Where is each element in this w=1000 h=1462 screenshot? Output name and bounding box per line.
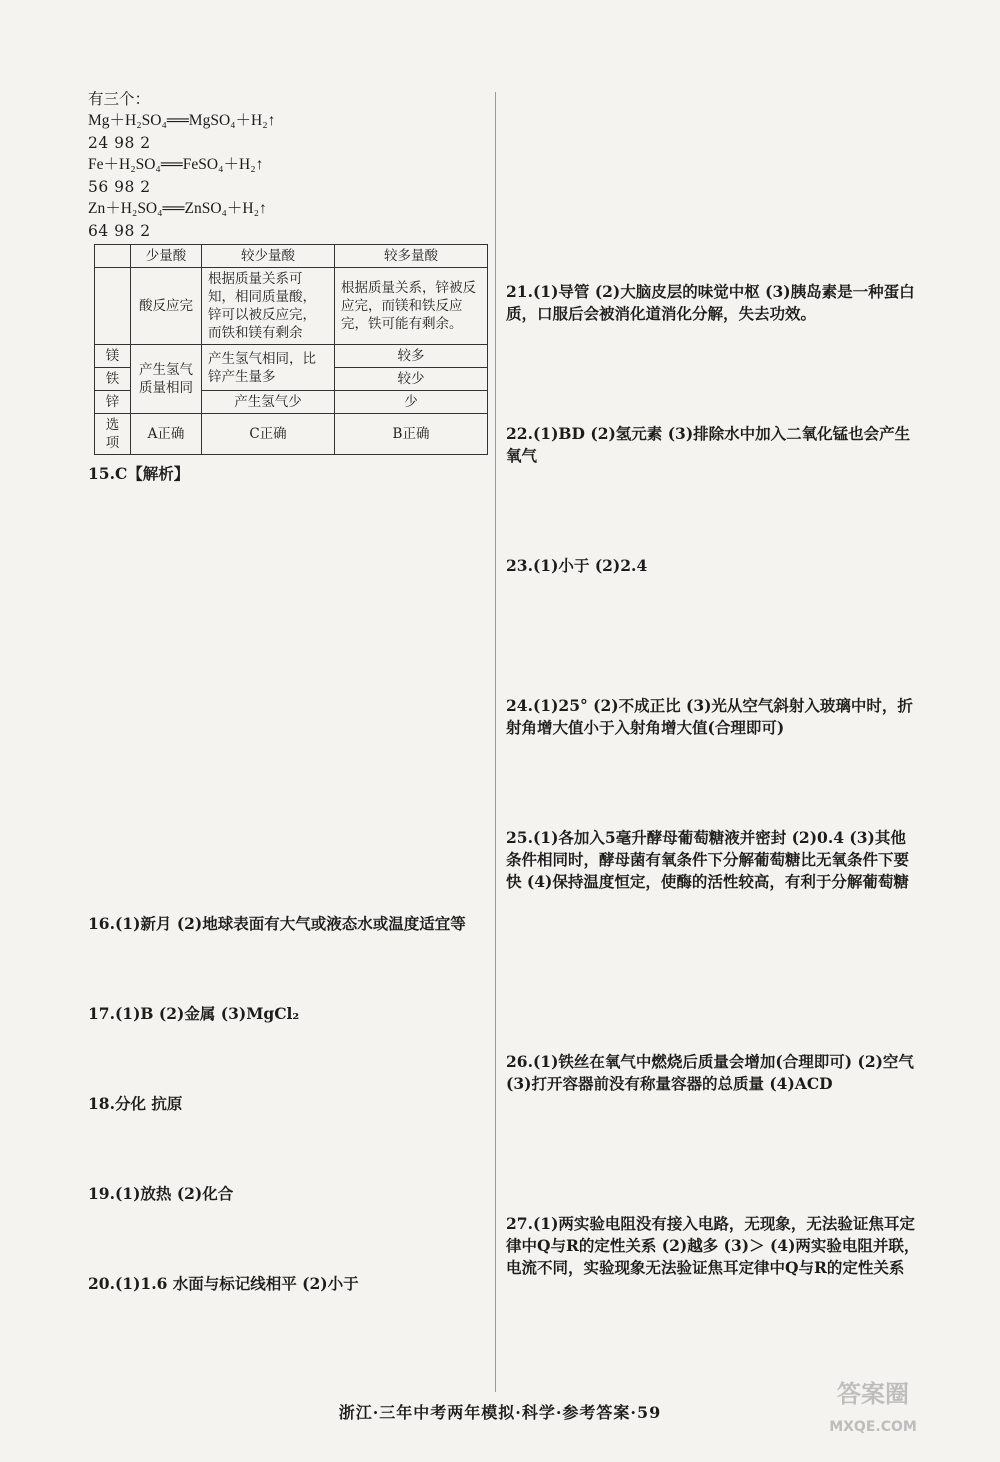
answer-heading: 20.(1)1.6 水面与标记线相平 (2)小于 [88, 1274, 359, 1293]
metal-label: 锌 [95, 391, 131, 414]
comparison-table [94, 244, 488, 455]
answer-17 [88, 1003, 488, 1025]
table-cell: 产生氢气相同，比锌产生量多 [202, 345, 335, 391]
answer-heading: 27.(1)两实验电阻没有接入电路，无现象，无法验证焦耳定律中Q与R的定性关系 (2)越多 (3)＞ (4)两实验电阻并联，电流不同，实验现象无法验证焦耳定律中Q与R的定性关系 [506, 1214, 920, 1277]
table-header [95, 245, 131, 268]
table-cell: 较少 [335, 368, 488, 391]
answer-heading: 26.(1)铁丝在氧气中燃烧后质量会增加(合理即可) (2)空气 (3)打开容器前没有称量容器的总质量 (4)ACD [506, 1052, 914, 1093]
answer-heading: 19.(1)放热 (2)化合 [88, 1184, 234, 1203]
reaction-masses: 24 98 2 [88, 134, 151, 152]
answer-24 [506, 695, 920, 739]
table-header: 少量酸 [131, 245, 202, 268]
left-column [88, 88, 488, 1295]
table-header: 较少量酸 [202, 245, 335, 268]
metal-label: 镁 [95, 345, 131, 368]
answer-21 [506, 281, 920, 325]
answer-16 [88, 913, 488, 935]
answer-23 [506, 555, 920, 577]
reaction-equation: Fe＋H₂SO₄══FeSO₄＋H₂↑ [88, 156, 264, 173]
answer-heading: 21.(1)导管 (2)大脑皮层的味觉中枢 (3)胰岛素是一种蛋白质，口服后会被消化道消化分解，失去功效。 [506, 282, 915, 323]
table-cell: 少 [335, 391, 488, 414]
table-cell: 产生氢气质量相同 [131, 345, 202, 414]
intro-text: 有三个： [88, 90, 151, 108]
choice-cell: B正确 [335, 414, 488, 455]
choice-cell: C正确 [202, 414, 335, 455]
table-cell: 根据质量关系可知，相同质量酸，锌可以被反应完，而铁和镁有剩余 [202, 268, 335, 345]
answer-19 [88, 1183, 488, 1205]
answer-25 [506, 827, 920, 893]
right-column [506, 88, 920, 1279]
answer-heading: 25.(1)各加入5毫升酵母葡萄糖液并密封 (2)0.4 (3)其他条件相同时，酵母菌有氧条件下分解葡萄糖比无氧条件下要快 (4)保持温度恒定，使酶的活性较高，有利于分解葡萄糖 [506, 828, 910, 891]
page-footer: 浙江·三年中考两年模拟·科学·参考答案·59 [338, 1403, 662, 1422]
table-cell: 酸反应完 [131, 268, 202, 345]
answer-heading: 24.(1)25° (2)不成正比 (3)光从空气斜射入玻璃中时，折射角增大值小于入射角增大值(合理即可) [506, 696, 913, 737]
metal-label: 铁 [95, 368, 131, 391]
answer-20 [88, 1273, 488, 1295]
watermark-logo: 答案圈 MXQE.COM [829, 1380, 917, 1435]
answer-heading: 23.(1)小于 (2)2.4 [506, 556, 648, 575]
reaction-equation: Mg＋H₂SO₄══MgSO₄＋H₂↑ [88, 112, 276, 129]
answer-26 [506, 1051, 920, 1095]
choice-label: 选项 [95, 414, 131, 455]
table-cell: 根据质量关系，锌被反应完，而镁和铁反应完，铁可能有剩余。 [335, 268, 488, 345]
column-divider [495, 92, 496, 1392]
reaction-masses: 64 98 2 [88, 222, 151, 240]
choice-cell: A正确 [131, 414, 202, 455]
answer-heading: 17.(1)B (2)金属 (3)MgCl₂ [88, 1004, 300, 1023]
reaction-masses: 56 98 2 [88, 178, 151, 196]
answer-22 [506, 423, 920, 467]
answer-27 [506, 1213, 920, 1279]
answer-18 [88, 1093, 488, 1115]
answer-heading: 15.C【解析】 [88, 464, 190, 483]
table-header: 较多量酸 [335, 245, 488, 268]
answer-heading: 18.分化 抗原 [88, 1094, 183, 1113]
table-cell: 产生氢气少 [202, 391, 335, 414]
reaction-equation: Zn＋H₂SO₄══ZnSO₄＋H₂↑ [88, 200, 267, 217]
answer-15 [88, 463, 488, 485]
table-cell: 较多 [335, 345, 488, 368]
answer-heading: 22.(1)BD (2)氢元素 (3)排除水中加入二氧化锰也会产生氧气 [506, 424, 911, 465]
answer-heading: 16.(1)新月 (2)地球表面有大气或液态水或温度适宜等 [88, 914, 466, 933]
